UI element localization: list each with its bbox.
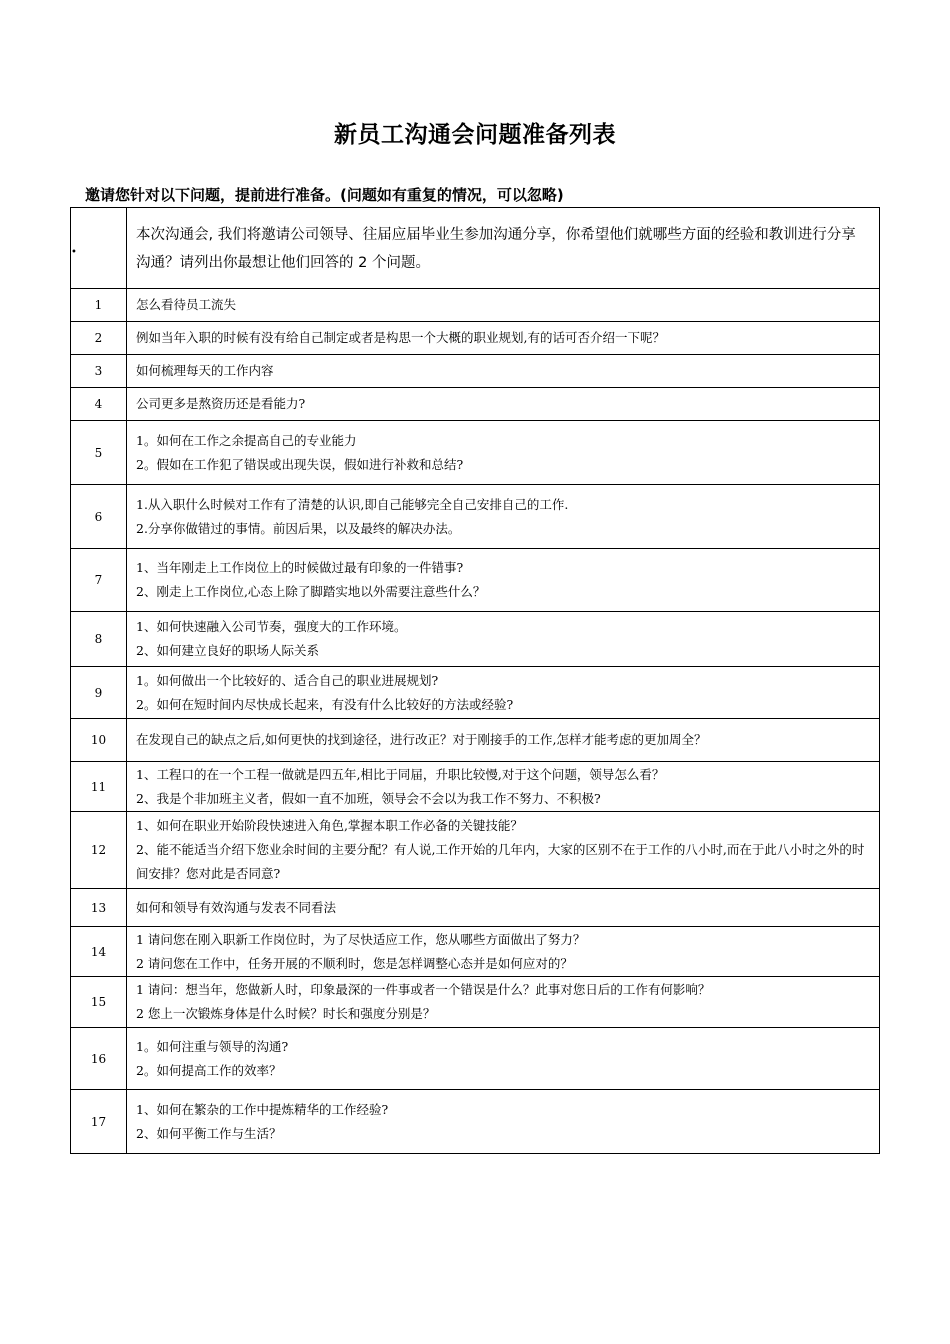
row-number: 14 bbox=[71, 927, 127, 977]
row-number: 9 bbox=[71, 667, 127, 719]
row-question-cell bbox=[127, 812, 880, 889]
table-row bbox=[71, 1028, 880, 1090]
table-row bbox=[71, 485, 880, 549]
table-row bbox=[71, 549, 880, 612]
row-question-cell bbox=[127, 289, 880, 322]
row-number: 16 bbox=[71, 1028, 127, 1090]
row-question-cell bbox=[127, 322, 880, 355]
question-line: 1、工程口的在一个工程一做就是四五年,相比于同届，升职比较慢,对于这个问题，领导怎么看？ bbox=[136, 766, 665, 782]
row-number: 17 bbox=[71, 1090, 127, 1154]
question-line: 2 您上一次锻炼身体是什么时候？时长和强度分别是？ bbox=[136, 1006, 436, 1021]
row-number: 5 bbox=[71, 421, 127, 485]
table-row bbox=[71, 719, 880, 762]
row-number: 6 bbox=[71, 485, 127, 549]
question-line: 2、刚走上工作岗位,心态上除了脚踏实地以外需要注意些什么？ bbox=[136, 584, 486, 599]
row-number: 1 bbox=[71, 289, 127, 322]
question-line: 1 请问您在刚入职新工作岗位时，为了尽快适应工作，您从哪些方面做出了努力？ bbox=[136, 931, 586, 947]
row-number: 7 bbox=[71, 549, 127, 612]
question-line: 2、如何建立良好的职场人际关系 bbox=[136, 643, 319, 658]
row-question-cell bbox=[127, 667, 880, 719]
row-question-cell bbox=[127, 1090, 880, 1154]
row-number: 11 bbox=[71, 762, 127, 812]
row-question-cell bbox=[127, 485, 880, 549]
page-title: 新员工沟通会问题准备列表 bbox=[334, 122, 616, 148]
question-line: 1、如何快速融入公司节奏，强度大的工作环境。 bbox=[136, 619, 407, 634]
question-line: 2。假如在工作犯了错误或出现失误，假如进行补救和总结? bbox=[136, 456, 464, 472]
row-question-cell bbox=[127, 719, 880, 762]
question-line: 2.分享你做错过的事情。前因后果，以及最终的解决办法。 bbox=[136, 520, 461, 536]
row-question-cell bbox=[127, 889, 880, 927]
table-row bbox=[71, 667, 880, 719]
question-line: 1、如何在职业开始阶段快速进入角色,掌握本职工作必备的关键技能？ bbox=[136, 818, 523, 833]
row-question-cell bbox=[127, 762, 880, 812]
header-question-cell bbox=[127, 208, 880, 289]
row-question-cell bbox=[127, 355, 880, 388]
question-line: 2。如何提高工作的效率？ bbox=[136, 1062, 282, 1078]
row-question-cell bbox=[127, 421, 880, 485]
table-row bbox=[71, 889, 880, 927]
row-number: 4 bbox=[71, 388, 127, 421]
table-row bbox=[71, 812, 880, 889]
question-line: 2、我是个非加班主义者，假如一直不加班，领导会不会以为我工作不努力、不积极? bbox=[136, 790, 601, 806]
table-row bbox=[71, 388, 880, 421]
question-line: 1.从入职什么时候对工作有了清楚的认识,即自己能够完全自己安排自己的工作. bbox=[136, 496, 569, 512]
question-line: 在发现自己的缺点之后,如何更快的找到途径，进行改正？对于刚接手的工作,怎样才能考虑的更加周全？ bbox=[136, 732, 707, 747]
table-row bbox=[71, 927, 880, 977]
bullet-icon: • bbox=[71, 247, 77, 258]
question-line: 2、如何平衡工作与生活？ bbox=[136, 1125, 282, 1141]
questions-table bbox=[70, 207, 880, 1154]
question-line: 2。如何在短时间内尽快成长起来，有没有什么比较好的方法或经验? bbox=[136, 696, 514, 712]
row-number: 3 bbox=[71, 355, 127, 388]
row-question-cell bbox=[127, 388, 880, 421]
table-row bbox=[71, 612, 880, 667]
table-row bbox=[71, 355, 880, 388]
row-number: 15 bbox=[71, 977, 127, 1028]
row-number: 13 bbox=[71, 889, 127, 927]
table-row bbox=[71, 421, 880, 485]
table-row bbox=[71, 1090, 880, 1154]
table-row bbox=[71, 322, 880, 355]
question-line: 2、能不能适当介绍下您业余时间的主要分配？有人说,工作开始的几年内，大家的区别不在于工作的八小时,而在于此八小时之外的时间安排？您对此是否同意? bbox=[136, 842, 865, 881]
table-row bbox=[71, 977, 880, 1028]
question-line: 1。如何注重与领导的沟通? bbox=[136, 1038, 289, 1054]
row-question-cell bbox=[127, 549, 880, 612]
row-question-cell bbox=[127, 927, 880, 977]
table-header-row bbox=[71, 208, 880, 289]
table-row bbox=[71, 289, 880, 322]
question-line: 如何梳理每天的工作内容 bbox=[136, 363, 274, 378]
question-line: 1、当年刚走上工作岗位上的时候做过最有印象的一件错事? bbox=[136, 560, 464, 575]
question-line: 1、如何在繁杂的工作中提炼精华的工作经验? bbox=[136, 1101, 389, 1117]
question-line: 如何和领导有效沟通与发表不同看法 bbox=[136, 899, 337, 915]
row-question-cell bbox=[127, 1028, 880, 1090]
question-line: 1。如何做出一个比较好的、适合自己的职业进展规划? bbox=[136, 672, 439, 688]
question-line: 1 请问：想当年，您做新人时，印象最深的一件事或者一个错误是什么？此事对您日后的工作有何影响？ bbox=[136, 982, 711, 997]
question-line: 1。如何在工作之余提高自己的专业能力 bbox=[136, 432, 357, 448]
question-line: 2 请问您在工作中，任务开展的不顺利时，您是怎样调整心态并是如何应对的？ bbox=[136, 955, 573, 971]
table-row bbox=[71, 762, 880, 812]
question-line: 怎么看待员工流失 bbox=[136, 297, 237, 312]
row-number: 10 bbox=[71, 719, 127, 762]
row-number: 12 bbox=[71, 812, 127, 889]
row-question-cell bbox=[127, 612, 880, 667]
header-number-cell bbox=[71, 208, 127, 289]
row-question-cell bbox=[127, 977, 880, 1028]
header-question-text: 本次沟通会, 我们将邀请公司领导、往届应届毕业生参加沟通分享，你希望他们就哪些方面的经验和教训进行分享沟通？请列出你最想让他们回答的 2 个问题。 bbox=[136, 227, 856, 271]
row-number: 8 bbox=[71, 612, 127, 667]
instructions: 邀请您针对以下问题，提前进行准备。(问题如有重复的情况，可以忽略) bbox=[85, 186, 564, 204]
question-line: 公司更多是熬资历还是看能力? bbox=[136, 396, 306, 411]
question-line: 例如当年入职的时候有没有给自己制定或者是构思一个大概的职业规划,有的话可否介绍一下呢？ bbox=[136, 330, 665, 345]
row-number: 2 bbox=[71, 322, 127, 355]
